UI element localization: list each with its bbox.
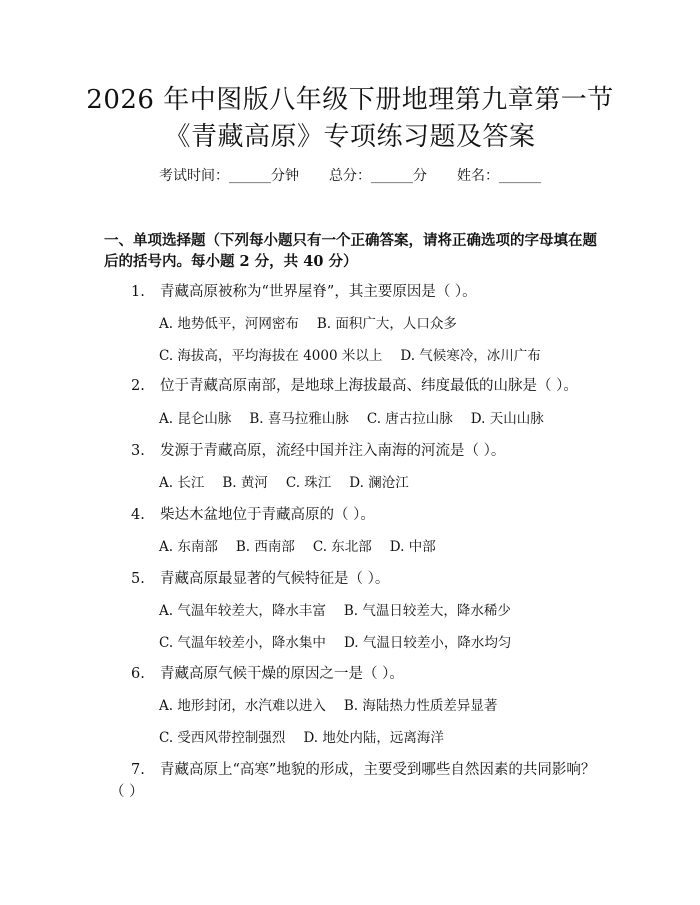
exam-total-score: 总分：______分 (329, 168, 427, 184)
option-b: B. 黄河 (222, 475, 268, 491)
question-2-options (159, 409, 544, 429)
option-d: D. 地处内陆，远离海洋 (303, 730, 444, 746)
question-number: 2. (131, 378, 145, 394)
option-d: D. 中部 (389, 539, 436, 555)
option-b: B. 西南部 (235, 539, 295, 555)
question-number: 4. (131, 507, 145, 523)
question-number: 7. (131, 762, 145, 778)
question-7-answer-bracket: （ ） (110, 784, 144, 800)
question-3-options (159, 473, 409, 493)
document-title-line-1: 2026 年中图版八年级下册地理第九章第一节 (86, 85, 614, 115)
question-stem: 青藏高原上“高寒”地貌的形成，主要受到哪些自然因素的共同影响？ (160, 762, 596, 778)
question-stem: 柴达木盆地位于青藏高原的（ ）。 (160, 507, 375, 523)
question-number: 5. (131, 571, 145, 587)
question-stem: 青藏高原被称为“世界屋脊”，其主要原因是（ ）。 (160, 284, 477, 300)
option-d: D. 气候寒冷，冰川广布 (400, 348, 541, 364)
document-title-line-2: 《青藏高原》专项练习题及答案 (164, 122, 536, 152)
exam-time: 考试时间：______分钟 (159, 168, 299, 184)
option-b: B. 海陆热力性质差异显著 (343, 698, 498, 714)
section-heading: 一、单项选择题（下列每小题只有一个正确答案，请将正确选项的字母填在题后的括号内。每小题 2 分，共 40 分） (104, 232, 597, 270)
question-stem: 发源于青藏高原，流经中国并注入南海的河流是（ ）。 (160, 443, 506, 459)
question-number: 1. (131, 284, 145, 300)
option-c: C. 受西风带控制强烈 (159, 730, 286, 746)
option-a: A. 长江 (159, 475, 205, 491)
option-c: C. 海拔高，平均海拔在 4000 米以上 (159, 348, 383, 364)
question-1-options-row-1 (159, 314, 457, 334)
question-1-options-row-2 (159, 346, 541, 366)
option-a: A. 东南部 (159, 539, 218, 555)
option-c: C. 东北部 (312, 539, 372, 555)
question-6-options-row-2 (159, 728, 444, 748)
option-c: C. 气温年较差小，降水集中 (159, 635, 326, 651)
question-stem: 青藏高原气候干燥的原因之一是（ ）。 (160, 666, 404, 682)
option-c: C. 珠江 (285, 475, 332, 491)
option-d: D. 气温日较差小，降水均匀 (343, 635, 512, 651)
exam-meta (0, 166, 700, 186)
option-d: D. 天山山脉 (470, 411, 544, 427)
question-6-options-row-1 (159, 696, 497, 716)
option-b: B. 气温日较差大，降水稀少 (343, 603, 511, 619)
question-number: 6. (131, 666, 145, 682)
option-c: C. 唐古拉山脉 (366, 411, 453, 427)
option-b: B. 喜马拉雅山脉 (249, 411, 349, 427)
question-stem: 青藏高原最显著的气候特征是（ ）。 (160, 571, 390, 587)
option-a: A. 气温年较差大，降水丰富 (159, 603, 326, 619)
question-5-options-row-1 (159, 601, 511, 621)
option-a: A. 地形封闭，水汽难以进入 (159, 698, 326, 714)
option-d: D. 澜沧江 (349, 475, 409, 491)
option-a: A. 昆仑山脉 (159, 411, 232, 427)
question-number: 3. (131, 443, 145, 459)
option-a: A. 地势低平，河网密布 (159, 316, 299, 332)
student-name: 姓名：______ (457, 168, 541, 184)
option-b: B. 面积广大，人口众多 (316, 316, 457, 332)
question-stem: 位于青藏高原南部，是地球上海拔最高、纬度最低的山脉是（ ）。 (160, 378, 578, 394)
question-4-options (159, 537, 436, 557)
question-5-options-row-2 (159, 633, 511, 653)
